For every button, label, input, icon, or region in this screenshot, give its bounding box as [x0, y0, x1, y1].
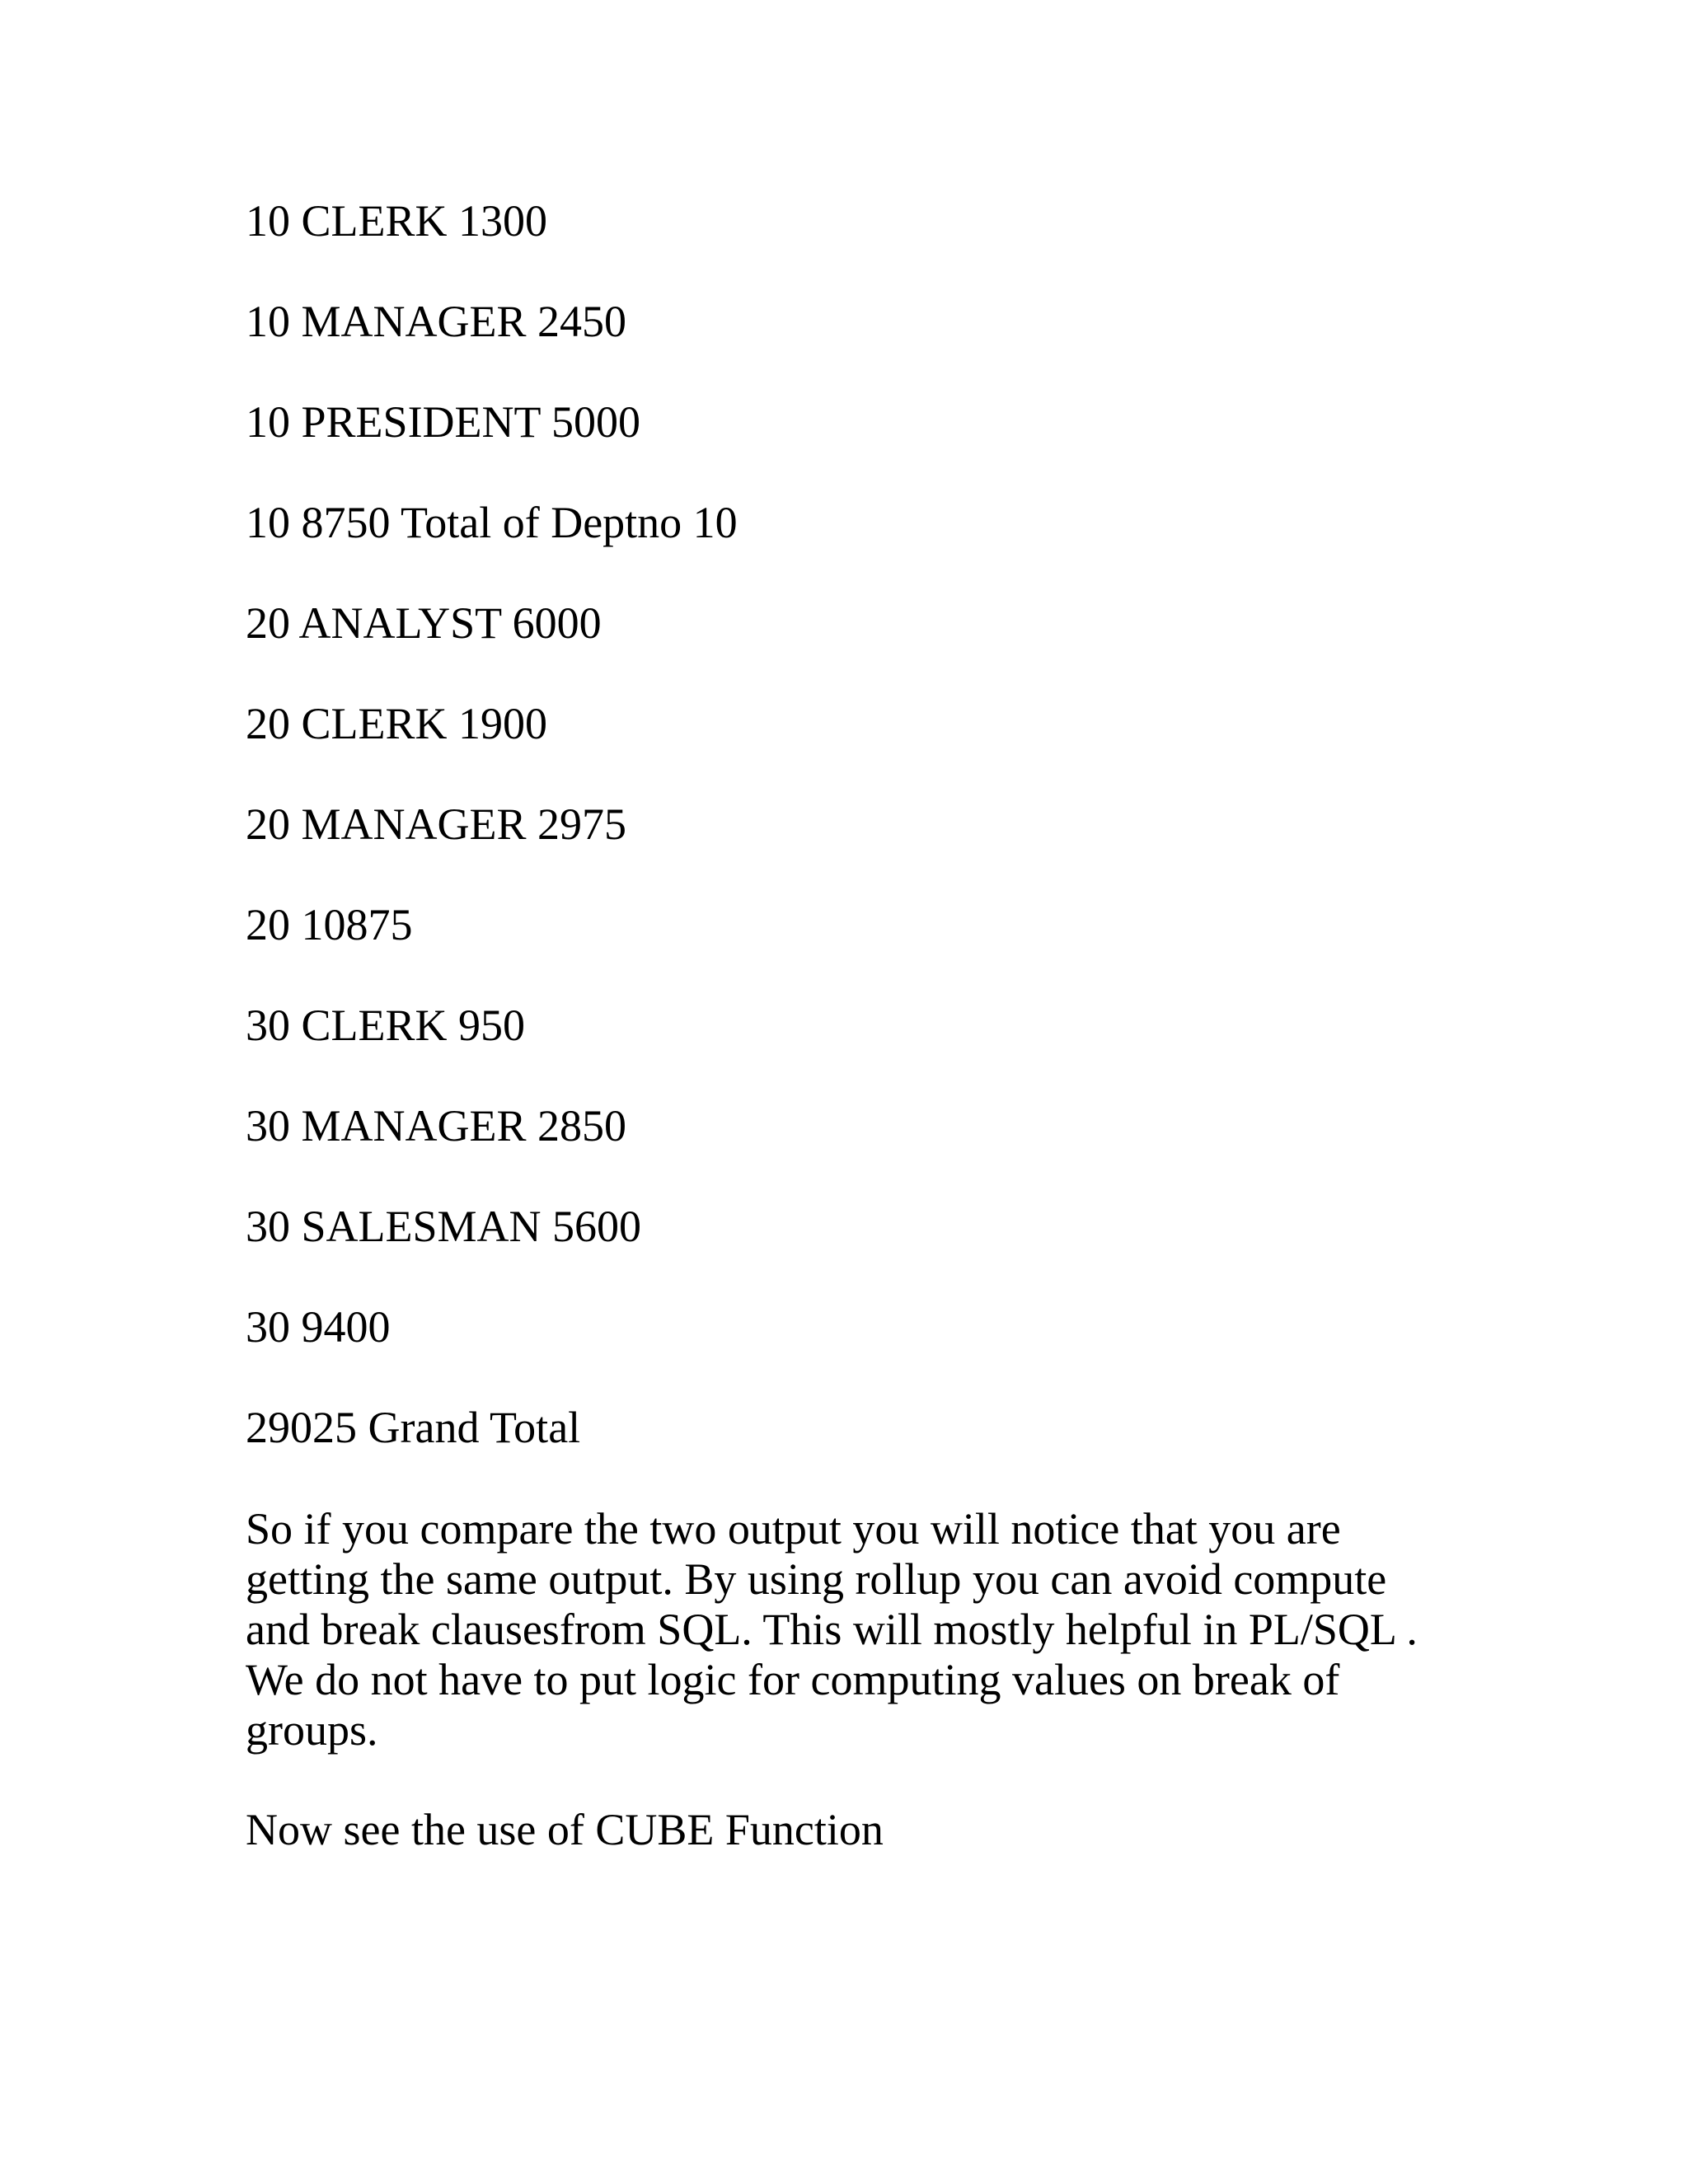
explanation-paragraph	[246, 1504, 1482, 1755]
grand-total-row: 29025 Grand Total	[246, 1403, 581, 1452]
paragraph-line: So if you compare the two output you will notice that you are	[246, 1504, 1341, 1554]
paragraph-line: and break clausesfrom SQL. This will mostly helpful in PL/SQL .	[246, 1605, 1418, 1654]
output-row: 20 ANALYST 6000	[246, 598, 602, 648]
output-row: 20 MANAGER 2975	[246, 799, 627, 849]
output-row: 10 CLERK 1300	[246, 196, 548, 246]
paragraph-line: We do not have to put logic for computing values on break of	[246, 1655, 1340, 1704]
output-row: 20 10875	[246, 900, 413, 949]
output-row: 30 CLERK 950	[246, 1001, 526, 1050]
closing-line: Now see the use of CUBE Function	[246, 1805, 884, 1854]
output-row: 30 9400	[246, 1302, 391, 1352]
output-row: 10 PRESIDENT 5000	[246, 397, 641, 447]
paragraph-line: groups.	[246, 1705, 378, 1755]
output-row: 10 8750 Total of Deptno 10	[246, 498, 738, 547]
output-row: 10 MANAGER 2450	[246, 297, 627, 346]
paragraph-line: getting the same output. By using rollup you can avoid compute	[246, 1554, 1387, 1604]
output-row: 20 CLERK 1900	[246, 699, 548, 748]
output-row: 30 MANAGER 2850	[246, 1101, 627, 1151]
output-row: 30 SALESMAN 5600	[246, 1202, 642, 1251]
